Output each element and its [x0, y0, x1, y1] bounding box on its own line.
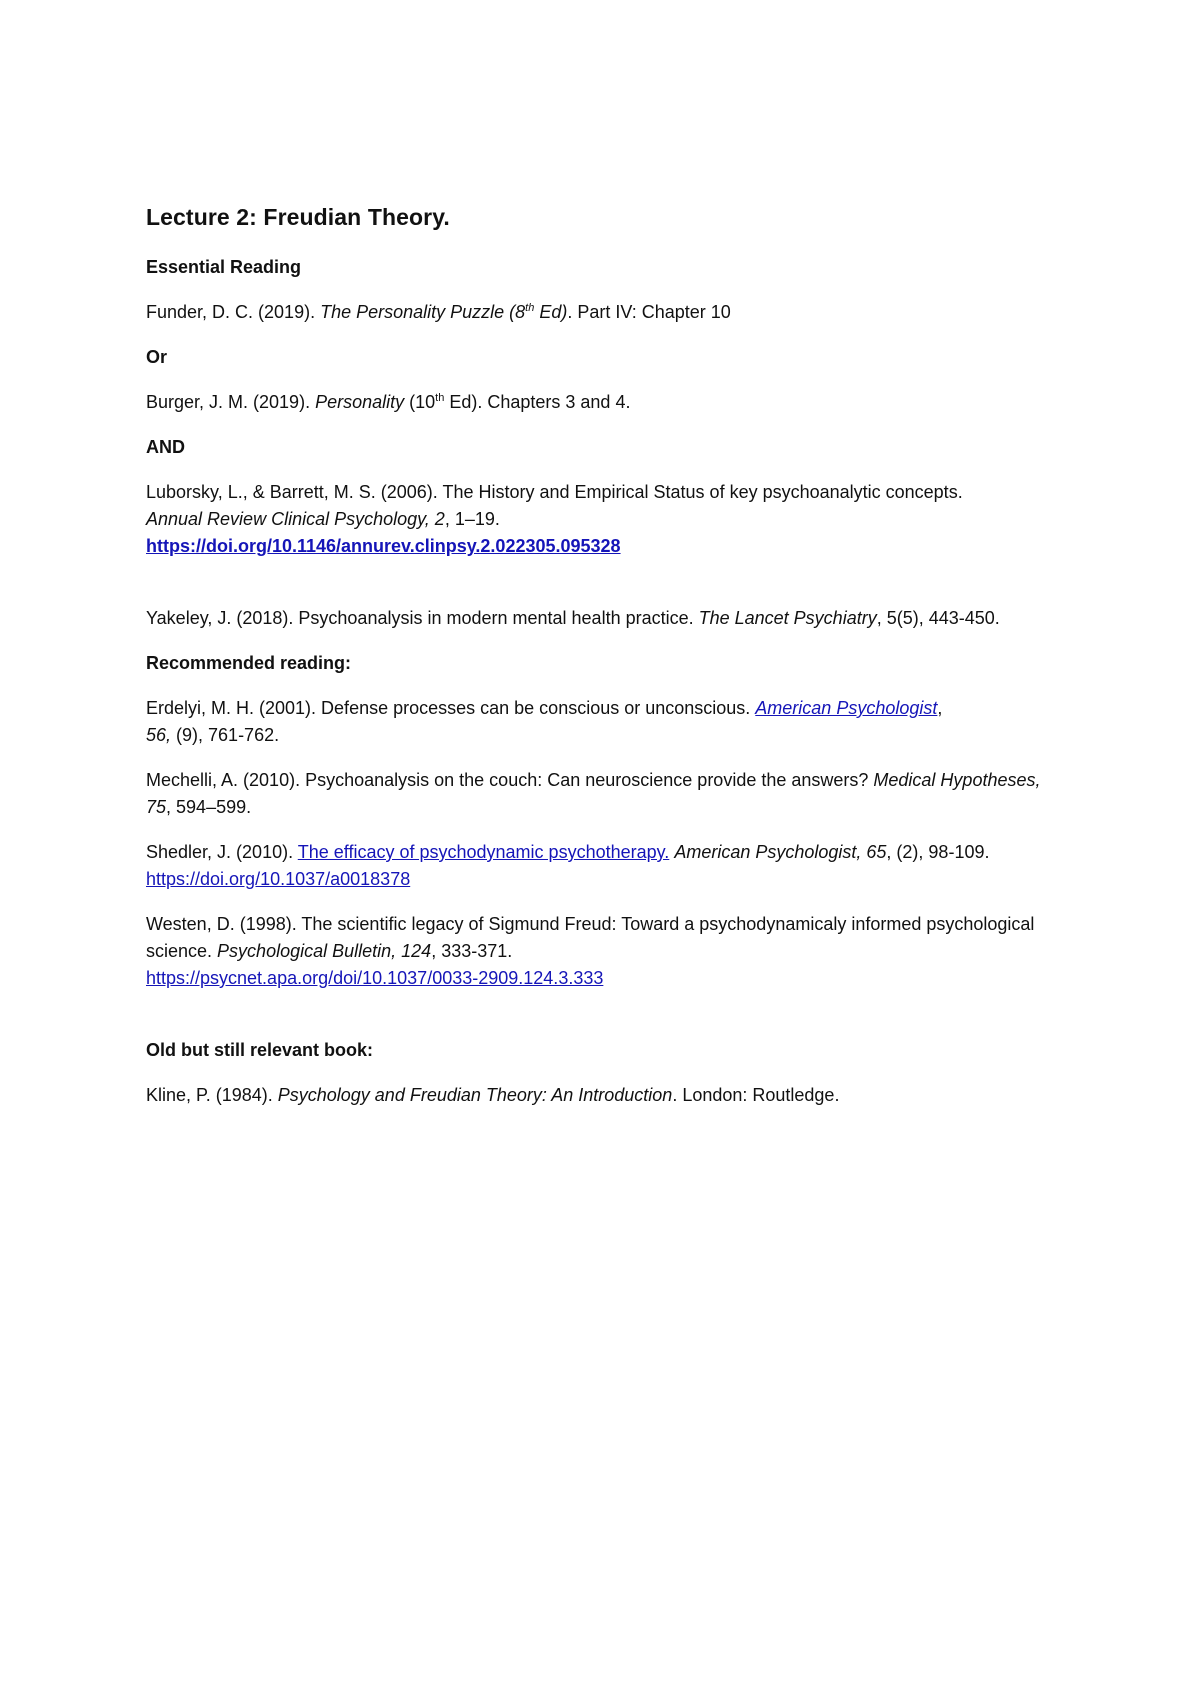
kline-title: Psychology and Freudian Theory: An Introduction — [277, 1085, 673, 1105]
burger-superscript: th — [435, 392, 445, 404]
mechelli-text: Mechelli, A. (2010). Psychoanalysis on the couch: Can neuroscience provide the answers? — [146, 770, 874, 790]
erdelyi-journal-link[interactable]: American Psychologist — [755, 698, 938, 718]
reference-funder — [146, 299, 1066, 326]
burger-rest: Ed). Chapters 3 and 4. — [444, 392, 631, 412]
westen-journal: Psychological Bulletin, 124 — [217, 941, 432, 961]
shedler-title-link[interactable]: The efficacy of psychodynamic psychotherapy. — [297, 842, 670, 862]
mechelli-rest: , 594–599. — [166, 797, 252, 817]
funder-rest: . Part IV: Chapter 10 — [567, 302, 731, 322]
luborsky-text: Luborsky, L., & Barrett, M. S. (2006). The History and Empirical Status of key psychoanalytic concepts. — [146, 482, 963, 502]
kline-text: Kline, P. (1984). — [146, 1085, 278, 1105]
shedler-text: Shedler, J. (2010). — [146, 842, 298, 862]
luborsky-doi-link[interactable]: https://doi.org/10.1146/annurev.clinpsy.2.022305.095328 — [146, 536, 621, 556]
burger-title: Personality — [315, 392, 405, 412]
erdelyi-rest: (9), 761-762. — [171, 725, 280, 745]
funder-authors: Funder, D. C. (2019). — [146, 302, 321, 322]
page-title: Lecture 2: Freudian Theory. — [146, 204, 450, 230]
luborsky-journal: Annual Review Clinical Psychology, 2 — [146, 509, 445, 529]
erdelyi-text: Erdelyi, M. H. (2001). Defense processes can be conscious or unconscious. — [146, 698, 756, 718]
mechelli-journal: Medical Hypotheses, 75 — [146, 770, 1041, 817]
reference-westen — [146, 911, 1066, 992]
or-label: Or — [146, 347, 168, 367]
westen-text: Westen, D. (1998). The scientific legacy of Sigmund Freud: Toward a psychodynamicaly informed psychological science. — [146, 914, 1035, 961]
westen-doi-link[interactable]: https://psycnet.apa.org/doi/10.1037/0033-2909.124.3.333 — [146, 968, 604, 988]
shedler-rest: , (2), 98-109. — [886, 842, 990, 862]
yakeley-text: Yakeley, J. (2018). Psychoanalysis in modern mental health practice. — [146, 608, 699, 628]
reference-kline — [146, 1082, 1066, 1109]
document-content — [146, 202, 1066, 1127]
burger-authors: Burger, J. M. (2019). — [146, 392, 316, 412]
reference-burger: Burger, J. M. (2019). Personality (10th Ed). Chapters 3 and 4. — [146, 392, 631, 412]
yakeley-rest: , 5(5), 443-450. — [876, 608, 1000, 628]
reference-mechelli — [146, 767, 1066, 821]
funder-title: The Personality Puzzle (8th Ed) — [320, 302, 568, 322]
recommended-reading-heading: Recommended reading: — [146, 653, 352, 673]
luborsky-pages: , 1–19. — [444, 509, 500, 529]
and-label: AND — [146, 437, 185, 457]
old-book-heading: Old but still relevant book: — [146, 1040, 374, 1060]
kline-rest: . London: Routledge. — [672, 1085, 840, 1105]
essential-reading-heading: Essential Reading — [146, 257, 302, 277]
reference-yakeley — [146, 605, 1066, 632]
reference-erdelyi: Erdelyi, M. H. (2001). Defense processes can be conscious or unconscious. American Psychologist, 56, (9), 761-762. — [146, 698, 943, 745]
reference-shedler — [146, 839, 1066, 893]
reference-luborsky — [146, 479, 1066, 560]
funder-superscript: th — [525, 302, 535, 314]
westen-rest: , 333-371. — [431, 941, 513, 961]
shedler-doi-link[interactable]: https://doi.org/10.1037/a0018378 — [146, 869, 411, 889]
shedler-journal: American Psychologist, 65 — [674, 842, 887, 862]
erdelyi-volume: 56, — [146, 725, 172, 745]
yakeley-journal: The Lancet Psychiatry — [698, 608, 877, 628]
